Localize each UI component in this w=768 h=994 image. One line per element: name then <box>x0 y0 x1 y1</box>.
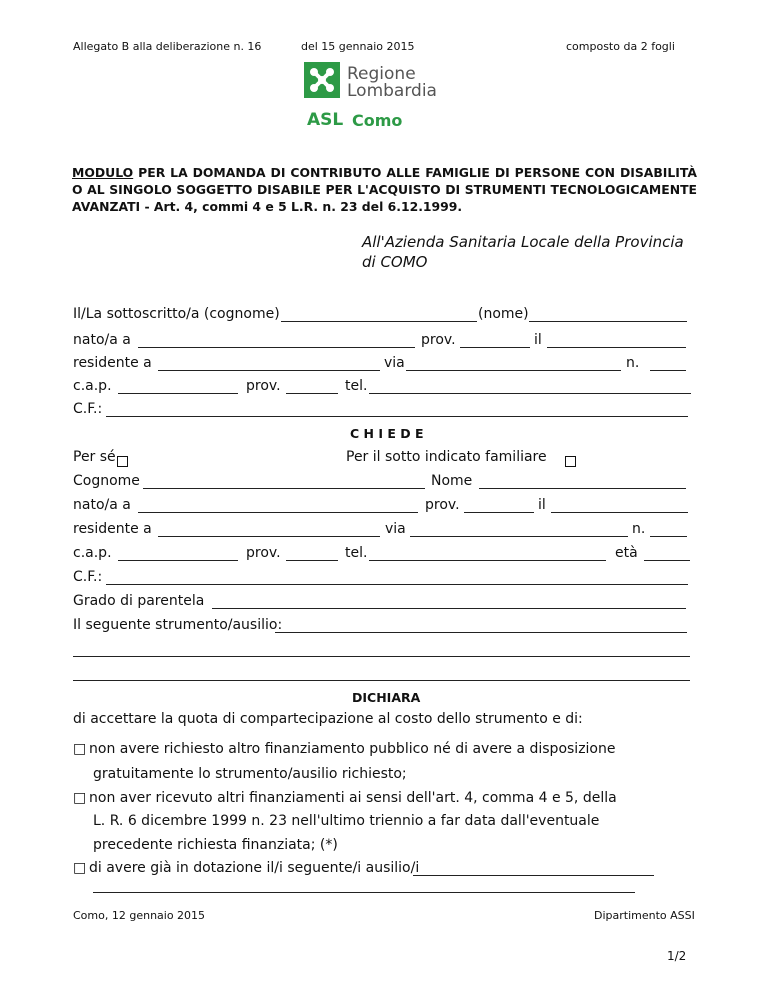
field-prov2[interactable] <box>286 393 338 394</box>
recipient-line2: di COMO <box>362 253 428 271</box>
label-familiare: Per il sotto indicato familiare <box>346 449 547 465</box>
label-fam-cognome: Cognome <box>73 473 140 489</box>
item2-line1: non aver ricevuto altri finanziamenti ai sensi dell'art. 4, comma 4 e 5, della <box>89 790 617 806</box>
logo-lombardia: Lombardia <box>347 81 437 101</box>
title-modulo: MODULO <box>72 165 134 180</box>
field-fam-nato[interactable] <box>138 512 418 513</box>
logo-como: Como <box>352 111 403 130</box>
label-fam-prov2: prov. <box>246 545 281 561</box>
label-strumento: Il seguente strumento/ausilio: <box>73 617 283 633</box>
bullet-2[interactable]: □ <box>73 790 87 806</box>
field-fam-n[interactable] <box>650 536 687 537</box>
page-number: 1/2 <box>667 949 687 963</box>
field-fam-via[interactable] <box>410 536 628 537</box>
label-fam-tel: tel. <box>345 545 368 561</box>
label-fam-residente: residente a <box>73 521 152 537</box>
field-cognome[interactable] <box>281 321 477 322</box>
label-nato: nato/a a <box>73 332 131 348</box>
field-fam-tel[interactable] <box>369 560 606 561</box>
field-prov[interactable] <box>460 347 530 348</box>
form-title <box>72 164 697 215</box>
dichiara-heading: DICHIARA <box>352 690 421 705</box>
item1-line1: non avere richiesto altro finanziamento pubblico né di avere a disposizione <box>89 741 616 757</box>
bullet-3[interactable]: □ <box>73 860 87 876</box>
label-fam-via: via <box>385 521 406 537</box>
item2-line3: precedente richiesta finanziata; (*) <box>93 837 338 853</box>
checkbox-per-se[interactable] <box>117 451 128 470</box>
label-cap: c.a.p. <box>73 378 112 394</box>
label-il: il <box>534 332 542 348</box>
chiede-heading: C H I E D E <box>350 426 424 441</box>
label-prov2: prov. <box>246 378 281 394</box>
label-tel: tel. <box>345 378 368 394</box>
label-grado: Grado di parentela <box>73 593 205 609</box>
label-fam-n: n. <box>632 521 646 537</box>
field-ausili[interactable] <box>413 875 654 876</box>
header-fogli: composto da 2 fogli <box>566 40 675 53</box>
checkbox-familiare[interactable] <box>565 451 576 470</box>
field-cf[interactable] <box>106 416 688 417</box>
field-il[interactable] <box>547 347 686 348</box>
label-fam-il: il <box>538 497 546 513</box>
field-residente[interactable] <box>158 370 380 371</box>
field-tel[interactable] <box>369 393 691 394</box>
field-nome[interactable] <box>529 321 687 322</box>
field-fam-prov[interactable] <box>464 512 534 513</box>
item2-line2: L. R. 6 dicembre 1999 n. 23 nell'ultimo triennio a far data dall'eventuale <box>93 813 600 829</box>
label-sottoscritto: Il/La sottoscritto/a (cognome) <box>73 306 280 322</box>
label-cf: C.F.: <box>73 401 103 417</box>
logo-regione: Regione <box>347 64 416 84</box>
field-strumento[interactable] <box>275 632 687 633</box>
label-nome: (nome) <box>478 306 529 322</box>
header-allegato: Allegato B alla deliberazione n. 16 <box>73 40 262 53</box>
field-via[interactable] <box>406 370 621 371</box>
bullet-1[interactable]: □ <box>73 741 87 757</box>
field-n[interactable] <box>650 370 686 371</box>
label-residente: residente a <box>73 355 152 371</box>
recipient <box>362 232 702 272</box>
field-cap[interactable] <box>118 393 238 394</box>
field-nato[interactable] <box>138 347 415 348</box>
field-fam-cf[interactable] <box>106 584 688 585</box>
footer-date: Como, 12 gennaio 2015 <box>73 909 206 922</box>
item3-text: di avere già in dotazione il/i seguente/i ausilio/i <box>89 860 420 876</box>
footer-dipartimento: Dipartimento ASSI <box>594 909 695 922</box>
field-ausili-line2[interactable] <box>93 892 635 893</box>
label-n: n. <box>626 355 640 371</box>
label-per-se: Per sé <box>73 449 116 465</box>
field-fam-nome[interactable] <box>479 488 686 489</box>
field-fam-residente[interactable] <box>158 536 380 537</box>
label-fam-cap: c.a.p. <box>73 545 112 561</box>
dichiara-intro: di accettare la quota di compartecipazione al costo dello strumento e di: <box>73 711 583 727</box>
label-via: via <box>384 355 405 371</box>
field-fam-eta[interactable] <box>644 560 690 561</box>
recipient-line1: All'Azienda Sanitaria Locale della Provincia <box>362 233 684 251</box>
field-grado[interactable] <box>212 608 686 609</box>
field-fam-cognome[interactable] <box>143 488 425 489</box>
label-fam-nome: Nome <box>431 473 473 489</box>
field-strumento-line2[interactable] <box>73 656 690 657</box>
field-strumento-line3[interactable] <box>73 680 690 681</box>
label-fam-nato: nato/a a <box>73 497 131 513</box>
regione-lombardia-logo-icon <box>304 62 340 98</box>
field-fam-il[interactable] <box>551 512 688 513</box>
logo-asl: ASL <box>307 110 344 130</box>
title-rest: PER LA DOMANDA DI CONTRIBUTO ALLE FAMIGLIE DI PERSONE CON DISABILITÀ O AL SINGOLO SOGGETTO DISABILE PER L'ACQUISTO DI STRUMENTI TECNOLOGICAMENTE AVANZATI - Art. 4, commi 4 e 5 L.R. n. 23 del 6.12.1999. <box>72 165 697 214</box>
label-prov: prov. <box>421 332 456 348</box>
header-date: del 15 gennaio 2015 <box>301 40 415 53</box>
label-fam-prov: prov. <box>425 497 460 513</box>
label-fam-eta: età <box>615 545 638 561</box>
field-fam-cap[interactable] <box>118 560 238 561</box>
item1-line2: gratuitamente lo strumento/ausilio richiesto; <box>93 766 407 782</box>
field-fam-prov2[interactable] <box>286 560 338 561</box>
label-fam-cf: C.F.: <box>73 569 103 585</box>
